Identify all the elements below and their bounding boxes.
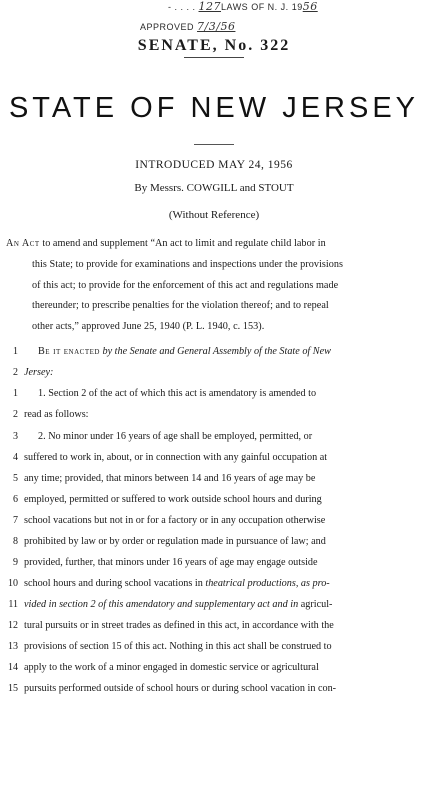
title-line-4: thereunder; to prescribe penalties for the violation thereof; and to repeal — [32, 300, 329, 311]
act-lead: An Act — [6, 238, 40, 249]
line-text: suffered to work in, about, or in connection with any gainful occupation at — [24, 452, 328, 463]
header-divider — [184, 57, 244, 58]
enacting-rest: by the Senate and General Assembly of the State of New — [99, 346, 331, 357]
line-number: 13 — [8, 641, 18, 652]
line-text: any time; provided, that minors between 14 and 16 years of age may be — [24, 473, 316, 484]
title-line-1 — [6, 238, 326, 249]
line-number: 15 — [8, 683, 18, 694]
laws-stamp-prefix: - . . . . — [168, 2, 199, 12]
line-text: provisions of section 15 of this act. Nothing in this act shall be construed to — [24, 641, 332, 652]
line-text: read as follows: — [24, 409, 89, 420]
section2-line-5 — [0, 473, 428, 491]
line-number: 10 — [8, 578, 18, 589]
sponsors: By Messrs. COWGILL and STOUT — [134, 182, 294, 194]
line-text-roman: agricul- — [298, 599, 333, 610]
enacting-text: Jersey: — [24, 367, 54, 378]
line-number: 8 — [13, 536, 18, 547]
line-text: apply to the work of a minor engaged in domestic service or agricultural — [24, 662, 319, 673]
line-text: tural pursuits or in street trades as defined in this act, in accordance with the — [24, 620, 334, 631]
line-number: 9 — [13, 557, 18, 568]
line-number: 1 — [13, 346, 18, 357]
enacting-lead: Be it enacted — [38, 346, 100, 357]
laws-chapter-number: 127 — [198, 0, 222, 13]
section2-line-12 — [0, 620, 428, 638]
line-text: 2. No minor under 16 years of age shall be employed, permitted, or — [38, 431, 313, 442]
laws-stamp-year: 56 — [302, 0, 318, 13]
enacting-line-1 — [0, 346, 428, 364]
line-text — [24, 578, 330, 589]
line-number: 4 — [13, 452, 18, 463]
line-number: 1 — [13, 388, 18, 399]
section2-line-11 — [0, 599, 428, 617]
laws-stamp-label: LAWS OF N. J. 19 — [221, 2, 303, 12]
line-text: employed, permitted or suffered to work outside school hours and during — [24, 494, 322, 505]
line-text-roman: school hours and during school vacations in — [24, 578, 206, 589]
line-text: 1. Section 2 of the act of which this act is amendatory is amended to — [38, 388, 317, 399]
section2-line-14 — [0, 662, 428, 680]
line-number: 14 — [8, 662, 18, 673]
title-divider — [194, 144, 234, 145]
section2-line-8 — [0, 536, 428, 554]
reference-note: (Without Reference) — [168, 209, 260, 221]
line-text-italic: theatrical productions, as pro- — [205, 578, 330, 589]
section2-line-6 — [0, 494, 428, 512]
laws-stamp — [168, 0, 318, 13]
line-text: school vacations but not in or for a factory or in any occupation otherwise — [24, 515, 326, 526]
section1-line-1 — [0, 388, 428, 406]
section2-line-10 — [0, 578, 428, 596]
title-line-3: of this act; to provide for the enforcement of this act and regulations made — [32, 280, 339, 291]
section1-line-2 — [0, 409, 428, 427]
approved-stamp-label: APPROVED — [140, 22, 195, 32]
section2-line-9 — [0, 557, 428, 575]
section2-line-4 — [0, 452, 428, 470]
section2-line-15 — [0, 683, 428, 701]
state-title: STATE OF NEW JERSEY — [8, 92, 420, 124]
title-text-1: to amend and supplement “An act to limit and regulate child labor in — [42, 238, 326, 249]
line-text-italic: vided in section 2 of this amendatory and supplementary act and in — [24, 599, 299, 610]
enacting-text — [38, 346, 331, 357]
senate-bill-number: SENATE, No. 322 — [137, 37, 291, 54]
line-number: 6 — [13, 494, 18, 505]
title-line-2: this State; to provide for examinations and inspections under the provisions — [32, 259, 344, 270]
line-text — [24, 599, 332, 610]
line-text: prohibited by law or by order or regulation made in pursuance of law; and — [24, 536, 326, 547]
line-number: 11 — [8, 599, 18, 610]
title-line-5: other acts,” approved June 25, 1940 (P. L. 1940, c. 153). — [32, 321, 265, 332]
line-number: 2 — [13, 367, 18, 378]
section2-line-13 — [0, 641, 428, 659]
approved-date: 7/3/56 — [197, 20, 236, 33]
line-number: 7 — [13, 515, 18, 526]
line-text: provided, further, that minors under 16 years of age may engage outside — [24, 557, 318, 568]
section2-line-3 — [0, 431, 428, 449]
introduced-date: INTRODUCED MAY 24, 1956 — [135, 159, 293, 171]
line-text: pursuits performed outside of school hours or during school vacation in con- — [24, 683, 337, 694]
section2-line-7 — [0, 515, 428, 533]
line-number: 5 — [13, 473, 18, 484]
line-number: 3 — [13, 431, 18, 442]
approved-stamp — [140, 20, 235, 33]
line-number: 2 — [13, 409, 18, 420]
enacting-line-2 — [0, 367, 428, 385]
line-number: 12 — [8, 620, 18, 631]
